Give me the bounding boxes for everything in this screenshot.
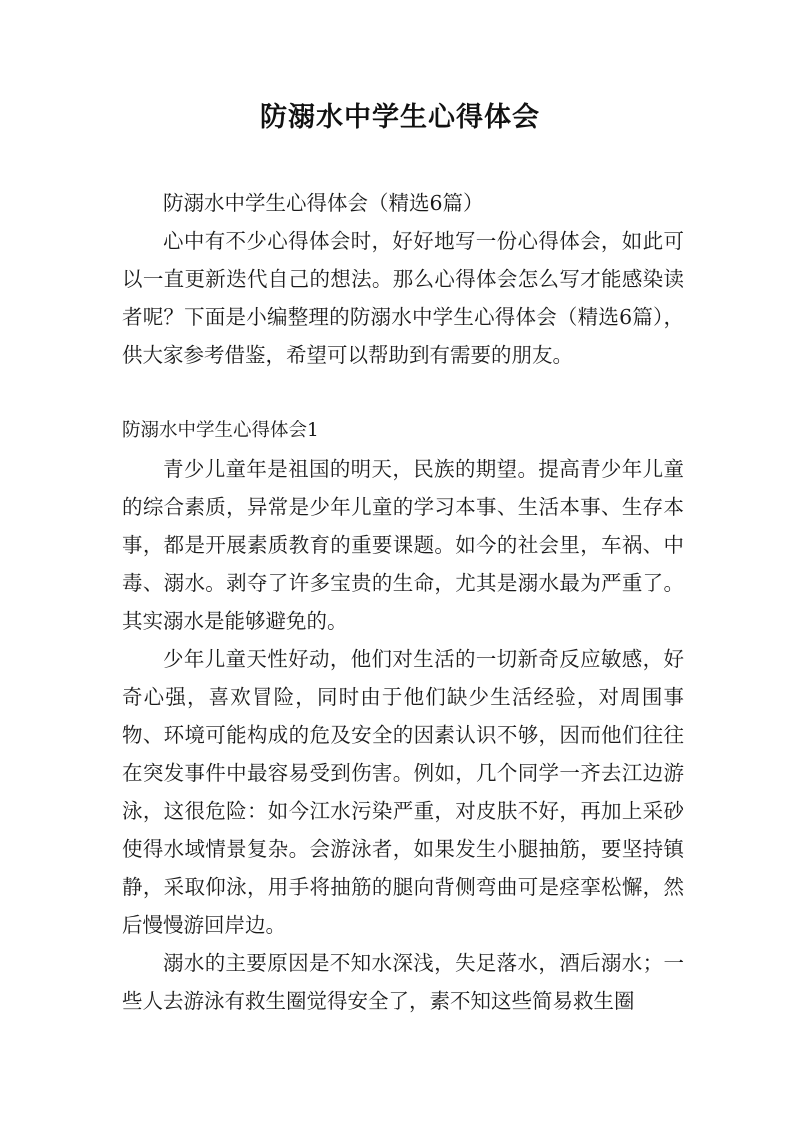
section-spacer — [122, 374, 684, 412]
body-paragraph-3: 溺水的主要原因是不知水深浅，失足落水，酒后溺水；一些人去游泳有救生圈觉得安全了，素不知这些简易救生圈 — [122, 951, 684, 1013]
document-title: 防溺水中学生心得体会 — [260, 102, 540, 133]
document-subtitle: 防溺水中学生心得体会（精选6篇） — [163, 191, 484, 215]
intro-paragraph: 心中有不少心得体会时，好好地写一份心得体会，如此可以一直更新迭代自己的想法。那么心得体会怎么写才能感染读者呢？下面是小编整理的防溺水中学生心得体会（精选6篇），供大家参考借鉴，希望可以帮助到有需要的朋友。 — [122, 229, 684, 367]
body-paragraph-2: 少年儿童天性好动，他们对生活的一切新奇反应敏感，好奇心强，喜欢冒险，同时由于他们缺少生活经验，对周围事物、环境可能构成的危及安全的因素认识不够，因而他们往往在突发事件中最容易受到伤害。例如，几个同学一齐去江边游泳，这很危险：如今江水污染严重，对皮肤不好，再加上采砂使得水域情景复杂。会游泳者，如果发生小腿抽筋，要坚持镇静，采取仰泳，用手将抽筋的腿向背侧弯曲可是痉挛松懈，然后慢慢游回岸边。 — [122, 647, 684, 937]
body-paragraph-1: 青少儿童年是祖国的明天，民族的期望。提高青少年儿童的综合素质，异常是少年儿童的学习本事、生活本事、生存本事，都是开展素质教育的重要课题。如今的社会里，车祸、中毒、溺水。剥夺了许多宝贵的生命，尤其是溺水最为严重了。其实溺水是能够避免的。 — [122, 457, 684, 633]
document-body — [122, 184, 684, 1020]
section-heading: 防溺水中学生心得体会1 — [122, 420, 319, 441]
